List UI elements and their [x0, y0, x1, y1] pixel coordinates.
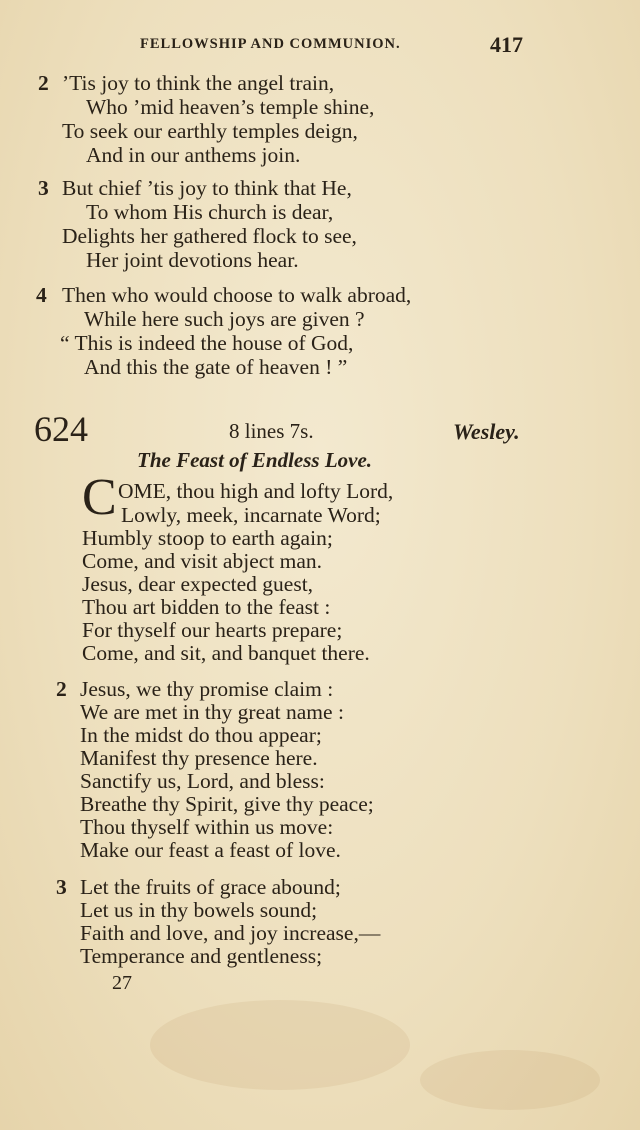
- verse-line: Her joint devotions hear.: [86, 248, 299, 272]
- verse-line: Sanctify us, Lord, and bless:: [80, 769, 325, 793]
- verse-line: While here such joys are given ?: [84, 307, 365, 331]
- verse-line: To whom His church is dear,: [86, 200, 334, 224]
- verse-line: Jesus, dear expected guest,: [82, 572, 314, 596]
- verse-line: ’Tis joy to think the angel train,: [62, 71, 335, 95]
- paper-stain: [150, 1000, 410, 1090]
- verse-line: Faith and love, and joy increase,—: [80, 921, 381, 945]
- verse-line: Who ’mid heaven’s temple shine,: [86, 95, 375, 119]
- verse-line: Thou thyself within us move:: [80, 815, 334, 839]
- verse-line: Lowly, meek, incarnate Word;: [121, 503, 381, 527]
- verse-line: We are met in thy great name :: [80, 700, 344, 724]
- verse-line: Delights her gathered flock to see,: [62, 224, 357, 248]
- verse-line: Let the fruits of grace abound;: [80, 875, 341, 899]
- verse-line: Come, and visit abject man.: [82, 549, 323, 573]
- verse-line: Then who would choose to walk abroad,: [62, 283, 412, 307]
- running-title: FELLOWSHIP AND COMMUNION.: [140, 36, 401, 52]
- verse-line: But chief ’tis joy to think that He,: [62, 176, 352, 200]
- verse-line: Make our feast a feast of love.: [80, 838, 341, 862]
- verse-line: To seek our earthly temples deign,: [62, 119, 358, 143]
- verse-number: 2: [38, 71, 49, 95]
- verse-number: 3: [56, 875, 67, 899]
- verse-line: Come, and sit, and banquet there.: [82, 641, 370, 665]
- verse-line: Temperance and gentleness;: [80, 944, 323, 968]
- verse-line: Breathe thy Spirit, give thy peace;: [80, 792, 374, 816]
- hymn-number: 624: [34, 409, 88, 449]
- verse-line: Thou art bidden to the feast :: [82, 595, 331, 619]
- verse-line: Manifest thy presence here.: [80, 746, 318, 770]
- verse-number: 4: [36, 283, 47, 307]
- verse-line: Let us in thy bowels sound;: [80, 898, 318, 922]
- hymn-meter: 8 lines 7s.: [229, 419, 314, 443]
- verse-line: “ This is indeed the house of God,: [60, 331, 354, 355]
- paper-stain: [420, 1050, 600, 1110]
- hymn-author: Wesley.: [453, 419, 520, 444]
- page-number: 417: [490, 32, 523, 57]
- verse-line: In the midst do thou appear;: [80, 723, 322, 747]
- verse-line: For thyself our hearts prepare;: [82, 618, 343, 642]
- verse-line: Humbly stoop to earth again;: [82, 526, 333, 550]
- signature-mark: 27: [112, 972, 132, 994]
- verse-number: 3: [38, 176, 49, 200]
- drop-cap: C: [82, 469, 117, 526]
- verse-line: Jesus, we thy promise claim :: [80, 677, 334, 701]
- hymn-title: The Feast of Endless Love.: [137, 448, 373, 472]
- verse-line: OME, thou high and lofty Lord,: [118, 479, 394, 503]
- verse-line: And in our anthems join.: [86, 143, 301, 167]
- verse-number: 2: [56, 677, 67, 701]
- verse-line: And this the gate of heaven ! ”: [84, 355, 348, 379]
